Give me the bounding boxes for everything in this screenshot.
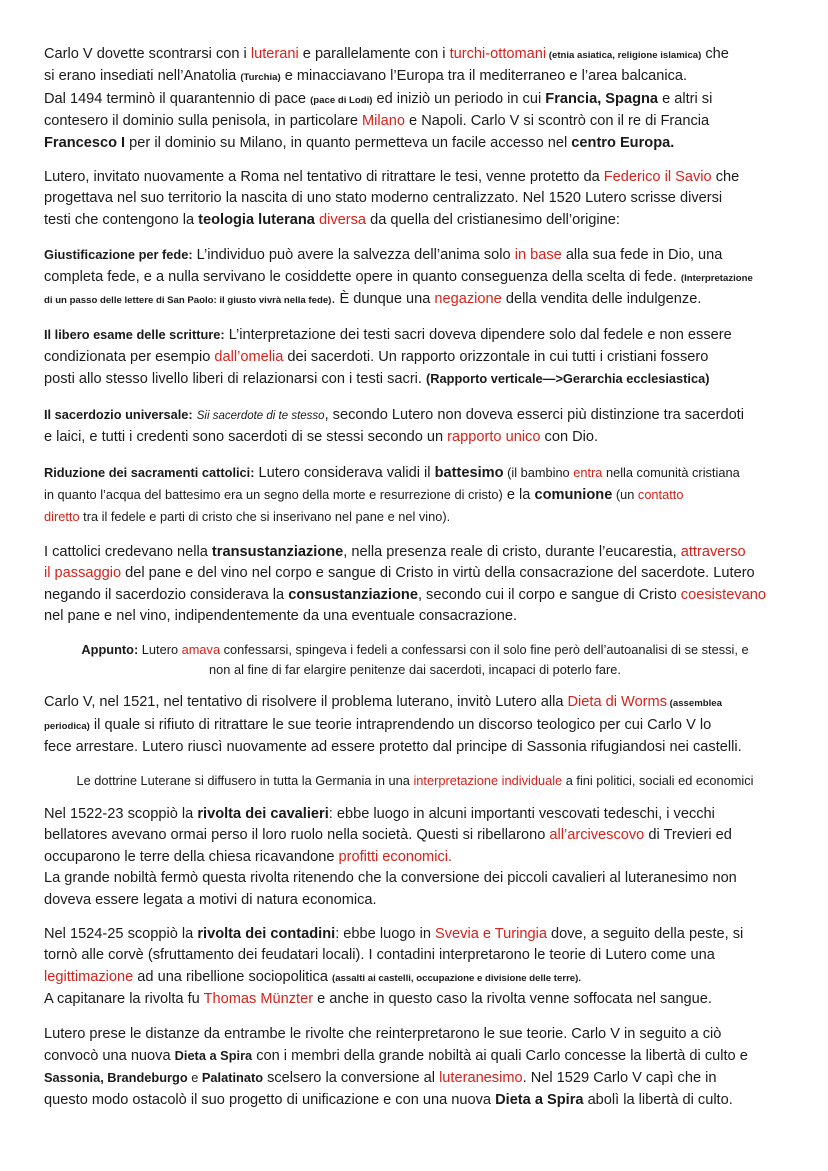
highlighted-text: Federico il Savio xyxy=(603,169,712,186)
highlighted-text: dall’omelia xyxy=(214,348,284,365)
text-segment: Riduzione dei sacramenti cattolici: xyxy=(44,464,255,480)
text-line xyxy=(44,244,786,266)
text-line xyxy=(44,289,786,311)
text-segment: : ebbe luogo in xyxy=(335,926,436,942)
paragraph-carlo-v-intro xyxy=(44,44,786,154)
text-segment: con Dio. xyxy=(540,429,599,446)
text-line xyxy=(44,89,786,111)
text-segment: battesimo xyxy=(434,464,504,481)
text-line xyxy=(44,44,786,66)
highlighted-text: in base xyxy=(514,247,562,264)
text-line xyxy=(44,737,786,758)
text-segment: , secondo Lutero non doveva esserci più distinzione tra sacerdoti xyxy=(324,406,744,423)
text-segment: (Interpretazione xyxy=(680,272,753,284)
text-segment: contesero il dominio sulla penisola, in particolare xyxy=(44,113,362,130)
text-line xyxy=(44,210,786,231)
text-segment: completa fede, e a nulla servivano le cosiddette opere in quanto conseguenza della scelta di fede. xyxy=(44,268,681,285)
text-line xyxy=(44,606,786,627)
text-line xyxy=(44,1024,786,1045)
text-segment: scelsero la conversione al xyxy=(263,1070,440,1087)
text-segment: I cattolici credevano nella xyxy=(44,543,212,560)
highlighted-text: Milano xyxy=(362,113,405,130)
text-line xyxy=(44,715,786,737)
text-segment: Dal 1494 terminò il quarantennio di pace xyxy=(44,90,311,107)
text-line xyxy=(44,484,786,506)
text-segment: e xyxy=(187,1070,202,1086)
text-segment: posti allo stesso livello liberi di relazionarsi con i testi sacri. xyxy=(44,371,427,388)
text-segment: in quanto l’acqua del battesimo era un segno della morte e resurrezione di cristo) xyxy=(44,486,503,502)
text-line xyxy=(44,967,786,989)
text-line xyxy=(44,924,786,945)
text-line xyxy=(44,868,786,889)
text-segment: (il bambino xyxy=(503,464,574,480)
paragraph-sacramenti xyxy=(44,462,786,529)
text-segment: Carlo V dovette scontrarsi con i xyxy=(44,46,251,62)
text-line xyxy=(44,347,786,368)
text-line xyxy=(44,989,786,1010)
text-segment: questo modo ostacolò il suo progetto di unificazione e con una nuova xyxy=(44,1091,496,1108)
text-segment: L’individuo può avere la salvezza dell’anima solo xyxy=(192,247,515,264)
text-line xyxy=(44,133,786,154)
text-segment: rivolta dei contadini xyxy=(197,926,336,942)
text-segment: Giustificazione per fede: xyxy=(44,247,193,263)
text-segment: che xyxy=(701,46,729,62)
text-line xyxy=(44,267,786,289)
highlighted-text: luteranesimo xyxy=(439,1070,523,1087)
text-line xyxy=(56,640,774,660)
text-segment: ed iniziò un periodo in cui xyxy=(372,90,546,107)
text-segment: per il dominio su Milano, in quanto permetteva un facile accesso nel xyxy=(125,134,572,151)
text-segment: confessarsi, spingeva i fedeli a confessarsi con il solo fine però dell’autoanalisi di se stessi, e xyxy=(220,642,749,658)
text-line xyxy=(44,1045,786,1067)
text-segment: , secondo cui il corpo e sangue di Cristo xyxy=(417,586,681,603)
highlighted-text: attraverso xyxy=(680,543,746,560)
text-line xyxy=(44,324,786,346)
text-segment: Il libero esame delle scritture: xyxy=(44,327,225,343)
text-line xyxy=(44,111,786,132)
text-segment: e Napoli. Carlo V si scontrò con il re di Francia xyxy=(405,113,710,130)
text-segment: e anche in questo caso la rivolta venne soffocata nel sangue. xyxy=(313,991,712,1008)
text-segment: non al fine di far elargire penitenze dai sacerdoti, incapaci di poterlo fare. xyxy=(209,661,621,677)
highlighted-text: profitti economici. xyxy=(338,848,453,865)
text-segment: (etnia asiatica, religione islamica) xyxy=(546,50,702,61)
text-segment: Dieta a Spira xyxy=(495,1091,584,1108)
highlighted-text: Dieta di Worms xyxy=(567,694,667,711)
text-line xyxy=(44,945,786,966)
text-segment: e parallelamente con i xyxy=(298,46,450,62)
text-segment: condizionata per esempio xyxy=(44,348,215,365)
paragraph-sacerdozio xyxy=(44,404,786,449)
text-segment: che xyxy=(711,169,740,186)
text-segment: il quale si rifiuto di ritrattare le sue teorie intraprendendo un discorso teologico per cui Carlo V lo xyxy=(89,716,712,733)
text-segment: negando il sacerdozio considerava la xyxy=(44,586,289,603)
highlighted-text: luterani xyxy=(250,46,299,62)
text-line xyxy=(44,585,786,606)
text-segment: e la xyxy=(502,486,535,503)
text-line xyxy=(56,660,774,680)
text-segment: (assalti ai castelli, occupazione e divisione delle terre). xyxy=(332,972,582,984)
text-segment: dove, a seguito della peste, si xyxy=(546,926,744,942)
text-line xyxy=(44,890,786,911)
text-segment: nella comunità cristiana xyxy=(602,464,740,480)
text-segment: , nella presenza reale di cristo, durante l’eucarestia, xyxy=(343,543,681,560)
text-segment: L’interpretazione dei testi sacri doveva dipendere solo dal fedele e non essere xyxy=(224,327,732,344)
paragraph-dieta-worms xyxy=(44,692,786,758)
highlighted-text: entra xyxy=(573,464,603,480)
highlighted-text: contatto xyxy=(637,486,684,502)
text-line xyxy=(44,167,786,188)
text-segment: Francesco I xyxy=(44,134,126,151)
text-segment: nel pane e nel vino, indipendentemente da una eventuale consacrazione. xyxy=(44,607,518,624)
text-segment: (Rapporto verticale—>Gerarchia ecclesiastica) xyxy=(426,371,710,387)
text-segment: Nel 1522-23 scoppiò la xyxy=(44,805,198,822)
text-segment: doveva essere legata a motivi di natura economica. xyxy=(44,891,377,908)
highlighted-text: Thomas Münzter xyxy=(203,991,314,1008)
text-segment: Lutero prese le distanze da entrambe le rivolte che reinterpretarono le sue teorie. Carlo V in seguito a ciò xyxy=(44,1025,722,1042)
text-segment: transustanziazione xyxy=(211,543,344,560)
text-segment: di un passo delle lettere di San Paolo: il giusto vivrà nella fede) xyxy=(44,295,332,307)
highlighted-text: Svevia e Turingia xyxy=(435,926,547,942)
text-line xyxy=(44,563,786,584)
text-segment: : ebbe luogo in alcuni importanti vescovati tedeschi, i vecchi xyxy=(328,805,715,822)
text-segment: del pane e del vino nel corpo e sangue di Cristo in virtù della consacrazione del sacerdote. Lutero xyxy=(121,565,755,582)
paragraph-transustanziazione xyxy=(44,542,786,628)
paragraph-cavalieri xyxy=(44,804,786,911)
highlighted-text: all’arcivescovo xyxy=(549,827,645,844)
text-segment: testi che contengono la xyxy=(44,211,199,228)
paragraph-lutero-roma xyxy=(44,167,786,231)
centered-remark xyxy=(44,770,786,791)
highlighted-text: il passaggio xyxy=(44,565,122,582)
paragraph-group-1 xyxy=(44,44,786,627)
text-segment: Lutero considerava validi il xyxy=(254,464,435,481)
text-segment: ad una ribellione sociopolitica xyxy=(133,968,332,985)
text-segment: (un xyxy=(612,486,638,502)
text-segment: rivolta dei cavalieri xyxy=(197,805,329,822)
highlighted-text: rapporto unico xyxy=(447,429,541,446)
highlighted-text: legittimazione xyxy=(44,968,134,985)
text-line xyxy=(44,1067,786,1089)
text-segment: della vendita delle indulgenze. xyxy=(501,291,702,308)
paragraph-libero-esame xyxy=(44,324,786,390)
text-segment: . È dunque una xyxy=(331,291,435,308)
text-line xyxy=(44,1090,786,1111)
text-segment: Dieta a Spira xyxy=(174,1048,253,1064)
text-segment: (pace di Lodi) xyxy=(310,94,373,106)
text-segment: a fini politici, sociali ed economici xyxy=(562,772,754,788)
text-segment: tornò alle corvè (sfruttamento dei feudatari locali). I contadini interpretarono le teorie di Lutero come una xyxy=(44,947,715,964)
text-segment: periodica) xyxy=(44,720,90,732)
text-segment: Carlo V, nel 1521, nel tentativo di risolvere il problema luterano, invitò Lutero alla xyxy=(44,694,568,711)
text-segment: Francia, Spagna xyxy=(545,90,659,107)
text-segment: di Trevieri ed xyxy=(644,827,732,844)
paragraph-giustificazione xyxy=(44,244,786,311)
text-line xyxy=(44,825,786,846)
text-segment: Sassonia, Brandeburgo xyxy=(44,1070,188,1086)
text-line xyxy=(44,404,786,427)
highlighted-text: coesistevano xyxy=(680,586,766,603)
text-segment: . Nel 1529 Carlo V capì che in xyxy=(522,1070,717,1087)
text-segment: Appunto: xyxy=(81,642,139,658)
text-segment: abolì la libertà di culto. xyxy=(583,1091,733,1108)
text-segment: Le dottrine Luterane si diffusero in tutta la Germania in una xyxy=(76,772,414,788)
text-segment: Sii sacerdote di te stesso xyxy=(196,409,325,422)
text-segment: con i membri della grande nobiltà ai quali Carlo concesse la libertà di culto e xyxy=(252,1048,748,1065)
highlighted-text: turchi-ottomani xyxy=(449,46,547,62)
text-line xyxy=(44,692,786,714)
paragraph-group-3 xyxy=(44,804,786,1111)
text-segment: convocò una nuova xyxy=(44,1048,175,1065)
text-line xyxy=(44,368,786,390)
highlighted-text: diretto xyxy=(44,509,80,525)
text-line xyxy=(44,462,786,484)
text-line xyxy=(44,770,786,791)
paragraph-group-2 xyxy=(44,692,786,758)
text-segment: si erano insediati nell’Anatolia xyxy=(44,68,241,85)
text-segment: Il sacerdozio universale: xyxy=(44,406,193,422)
text-segment: fece arrestare. Lutero riuscì nuovamente ad essere protetto dal principe di Sassonia rifugiandosi nei castelli. xyxy=(44,739,742,756)
highlighted-text: diversa xyxy=(319,211,367,228)
text-segment: occuparono le terre della chiesa ricavandone xyxy=(44,848,339,865)
text-segment: e minacciavano l’Europa tra il mediterraneo e l’area balcanica. xyxy=(280,68,688,85)
text-segment: alla sua fede in Dio, una xyxy=(561,247,723,264)
text-segment: progettava nel suo territorio la nascita di uno stato moderno centralizzato. Nel 1520 Lutero scrisse diversi xyxy=(44,190,723,207)
text-segment: e laici, e tutti i credenti sono sacerdoti di se stessi secondo un xyxy=(44,429,448,446)
text-line xyxy=(44,847,786,868)
text-line xyxy=(44,542,786,563)
text-segment: tra il fedele e parti di cristo che si inserivano nel pane e nel vino). xyxy=(79,509,451,525)
text-segment: centro Europa. xyxy=(571,134,675,151)
text-segment: La grande nobiltà fermò questa rivolta ritenendo che la conversione dei piccoli cavalieri al luteranesimo non xyxy=(44,870,737,887)
highlighted-text: interpretazione individuale xyxy=(413,772,563,788)
note-box xyxy=(44,640,786,679)
text-segment: dei sacerdoti. Un rapporto orizzontale in cui tutti i cristiani fossero xyxy=(283,348,709,365)
paragraph-dieta-spira xyxy=(44,1024,786,1112)
text-segment: Nel 1524-25 scoppiò la xyxy=(44,926,198,942)
text-line xyxy=(44,188,786,209)
text-line xyxy=(44,427,786,448)
text-line xyxy=(44,506,786,528)
text-segment: A capitanare la rivolta fu xyxy=(44,991,204,1008)
highlighted-text: negazione xyxy=(434,291,502,308)
text-segment: consustanziazione xyxy=(288,586,418,603)
highlighted-text: amava xyxy=(181,642,221,658)
text-segment: teologia luterana xyxy=(198,211,315,228)
text-segment: (assemblea xyxy=(667,698,722,710)
paragraph-contadini xyxy=(44,924,786,1011)
text-segment: Palatinato xyxy=(201,1070,264,1086)
text-segment: bellatores avevano ormai perso il loro ruolo nella società. Questi si ribellarono xyxy=(44,827,550,844)
text-segment: da quella del cristianesimo dell’origine: xyxy=(366,211,620,228)
text-line xyxy=(44,804,786,825)
text-segment: Lutero xyxy=(138,642,182,658)
text-line xyxy=(44,66,786,88)
text-segment: e altri si xyxy=(658,90,713,107)
text-segment: (Turchia) xyxy=(240,72,281,84)
text-segment: Lutero, invitato nuovamente a Roma nel tentativo di ritrattare le tesi, venne protetto da xyxy=(44,169,604,186)
text-segment: comunione xyxy=(534,486,613,503)
